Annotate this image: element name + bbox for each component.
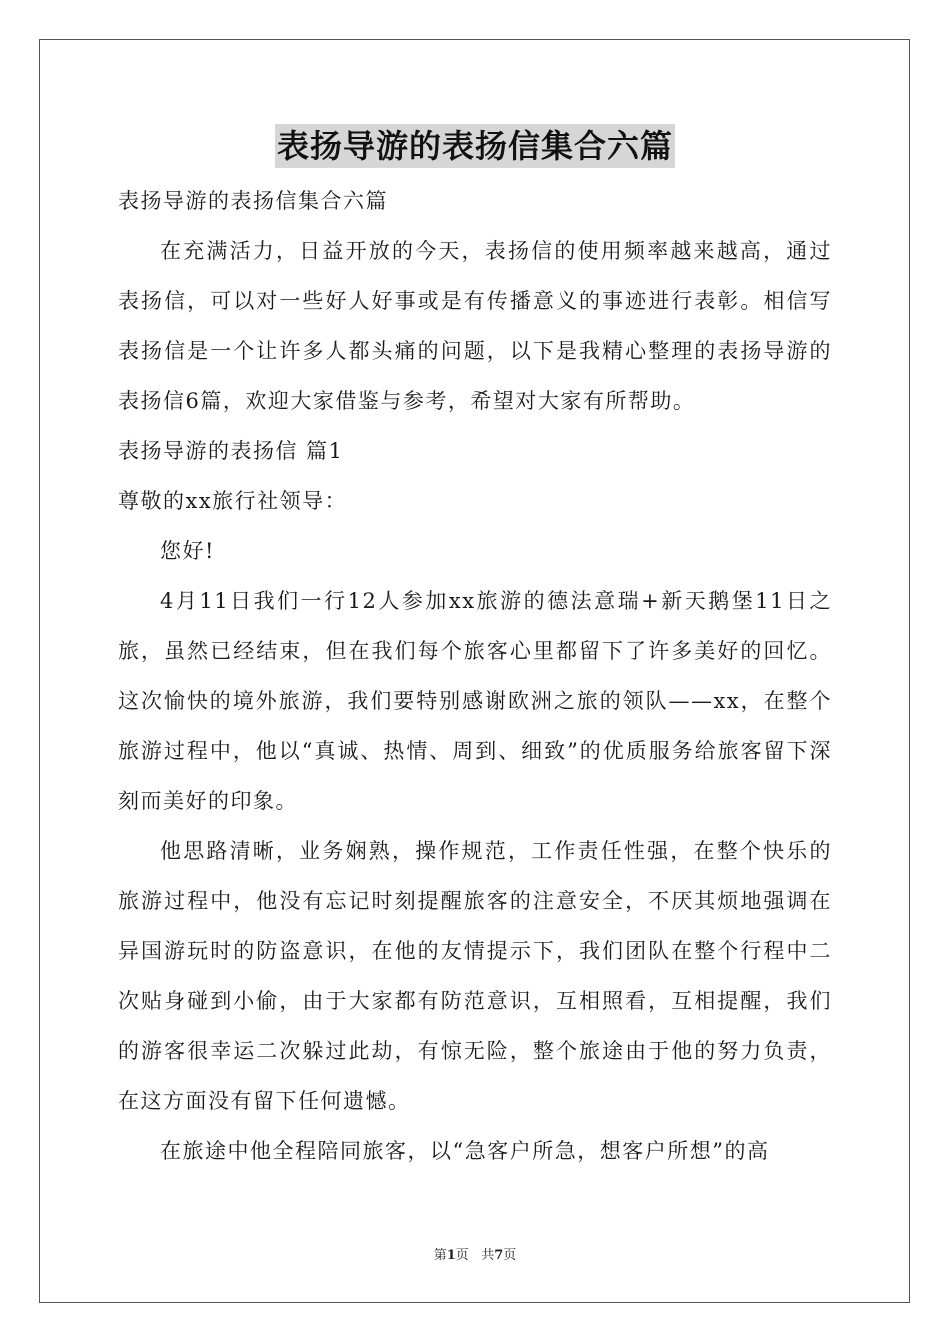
footer-page-suffix: 页 xyxy=(455,1248,469,1263)
title-wrap xyxy=(0,124,950,168)
footer-total-suffix: 页 xyxy=(503,1248,517,1263)
document-body xyxy=(118,176,832,1176)
footer-page-prefix: 第 xyxy=(433,1248,447,1263)
footer-page-number: 1 xyxy=(446,1248,456,1263)
paragraph-body: 他思路清晰，业务娴熟，操作规范，工作责任性强，在整个快乐的旅游过程中，他没有忘记时刻提醒旅客的注意安全，不厌其烦地强调在异国游玩时的防盗意识，在他的友情提示下，我们团队在整个行程中二次贴身碰到小偷，由于大家都有防范意识，互相照看，互相提醒，我们的游客很幸运二次躲过此劫，有惊无险，整个旅途由于他的努力负责，在这方面没有留下任何遗憾。 xyxy=(118,839,832,1113)
paragraph-subtitle: 表扬导游的表扬信集合六篇 xyxy=(118,189,388,213)
paragraph-salutation: 尊敬的xx旅行社领导： xyxy=(118,489,348,513)
paragraph-body: 在旅途中他全程陪同旅客，以“急客户所急，想客户所想”的高 xyxy=(160,1139,770,1163)
paragraph-body: 4月11日我们一行12人参加xx旅游的德法意瑞+新天鹅堡11日之旅，虽然已经结束，但在我们每个旅客心里都留下了许多美好的回忆。这次愉快的境外旅游，我们要特别感谢欧洲之旅的领队——xx，在整个旅游过程中，他以“真诚、热情、周到、细致”的优质服务给旅客留下深刻而美好的印象。 xyxy=(118,589,832,813)
paragraph-greeting: 您好! xyxy=(160,539,215,563)
footer-total-pages: 7 xyxy=(494,1248,504,1263)
paragraph-section-heading: 表扬导游的表扬信 篇1 xyxy=(118,439,344,463)
page-footer xyxy=(0,1246,950,1266)
paragraph-intro: 在充满活力，日益开放的今天，表扬信的使用频率越来越高，通过表扬信，可以对一些好人好事或是有传播意义的事迹进行表彰。相信写表扬信是一个让许多人都头痛的问题，以下是我精心整理的表扬导游的表扬信6篇，欢迎大家借鉴与参考，希望对大家有所帮助。 xyxy=(118,239,832,413)
footer-total-prefix: 共 xyxy=(481,1248,495,1263)
document-title: 表扬导游的表扬信集合六篇 xyxy=(275,124,675,168)
